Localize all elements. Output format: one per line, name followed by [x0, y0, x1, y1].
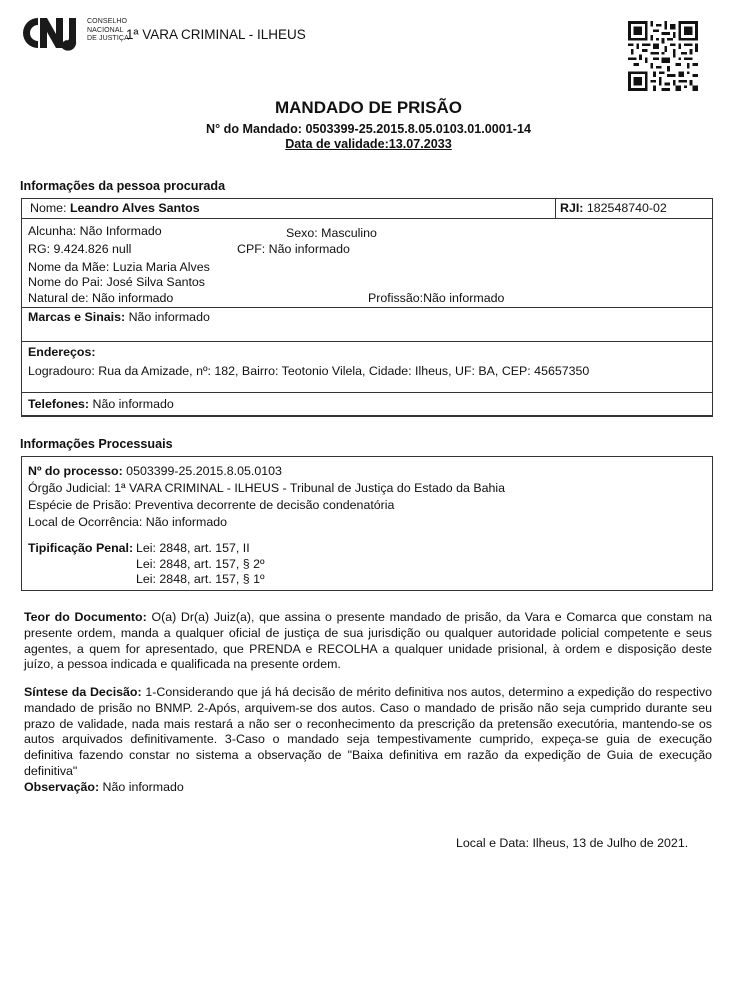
orgao-field: Órgão Judicial: 1ª VARA CRIMINAL - ILHEUS - Tribunal de Justiça do Estado da Bahia — [28, 481, 506, 495]
enderecos-label: Endereços: — [28, 345, 96, 359]
cnj-name: CONSELHO NACIONAL DE JUSTIÇA — [87, 18, 129, 43]
tipificacao-item: Lei: 2848, art. 157, § 1º — [136, 572, 265, 586]
process-section-title: Informações Processuais — [20, 437, 173, 451]
marcas-field: Marcas e Sinais: Não informado — [28, 310, 210, 324]
observacao-field: Observação: Não informado — [24, 780, 184, 794]
mandado-number: N° do Mandado: 0503399-25.2015.8.05.0103.01.0001-14 — [206, 122, 531, 136]
pai-field: Nome do Pai: José Silva Santos — [28, 275, 206, 289]
local-field: Local de Ocorrência: Não informado — [28, 515, 228, 529]
divider — [22, 341, 712, 342]
sintese-paragraph: Síntese da Decisão: 1-Considerando que já há decisão de mérito definitiva nos autos, determino a expedição do respectivo mandado de prisão no BNMP. 2-Após, arquivem-se dos autos. Caso o mandado de prisão não seja cumprido durante seu prazo de validade, nada mais restará a não ser o reconhecimento da prescrição da pretensão executória, mantendo-se os autos arquivados definitivamente. 3-Caso o mandado seja tempestivamente cumprido, expeça-se guia de execução definitiva fazendo constar no sistema a observação de "Baixa definitiva em razão da expedição de Guia de execução definitiva" — [24, 685, 712, 778]
name-row — [22, 199, 712, 219]
alcunha-field: Alcunha: Não Informado — [28, 224, 162, 238]
tipificacao-label: Tipificação Penal: — [28, 541, 134, 555]
name-field: Nome: Leandro Alves Santos — [30, 201, 200, 215]
person-box — [21, 198, 713, 417]
divider — [22, 307, 712, 308]
qr-code-icon — [628, 21, 698, 91]
validity-date: Data de validade:13.07.2033 — [285, 137, 452, 151]
especie-field: Espécie de Prisão: Preventiva decorrente de decisão condenatória — [28, 498, 395, 512]
natural-field: Natural de: Não informado — [28, 291, 174, 305]
cnj-logo-icon — [22, 14, 84, 52]
person-section-title: Informações da pessoa procurada — [20, 179, 226, 193]
teor-paragraph: Teor do Documento: O(a) Dr(a) Juiz(a), que assina o presente mandado de prisão, da Vara e Comarca que constam na presente ordem, manda a qualquer oficial de justiça de sua jurisdição ou qualquer autoridade policial competente e seus agentes, a quem for apresentado, que PRENDA e RECOLHA a qualquer unidade prisional, à ordem e disposição deste juízo, a pessoa indicada e qualificada na presente ordem. — [24, 610, 712, 672]
court-name: 1ª VARA CRIMINAL - ILHEUS — [126, 27, 306, 42]
tipificacao-item: Lei: 2848, art. 157, II — [136, 541, 250, 555]
mae-field: Nome da Mãe: Luzia Maria Alves — [28, 260, 210, 274]
document-title: MANDADO DE PRISÃO — [274, 98, 462, 117]
process-number-field: Nº do processo: 0503399-25.2015.8.05.0103 — [28, 464, 282, 478]
profissao-field: Profissão:Não informado — [368, 291, 505, 305]
telefones-box — [21, 392, 713, 416]
rji-field: RJI: 182548740-02 — [560, 201, 667, 215]
local-data: Local e Data: Ilheus, 13 de Julho de 2021. — [456, 836, 689, 850]
telefones-field: Telefones: Não informado — [28, 397, 174, 411]
tipificacao-item: Lei: 2848, art. 157, § 2º — [136, 557, 265, 571]
process-box — [21, 456, 713, 591]
logradouro-field: Logradouro: Rua da Amizade, nº: 182, Bairro: Teotonio Vilela, Cidade: Ilheus, UF: BA, CEP: 45657350 — [28, 364, 590, 378]
divider — [555, 199, 556, 218]
cpf-field: CPF: Não informado — [237, 242, 350, 256]
rg-field: RG: 9.424.826 null — [28, 242, 132, 256]
sexo-field: Sexo: Masculino — [286, 226, 377, 240]
